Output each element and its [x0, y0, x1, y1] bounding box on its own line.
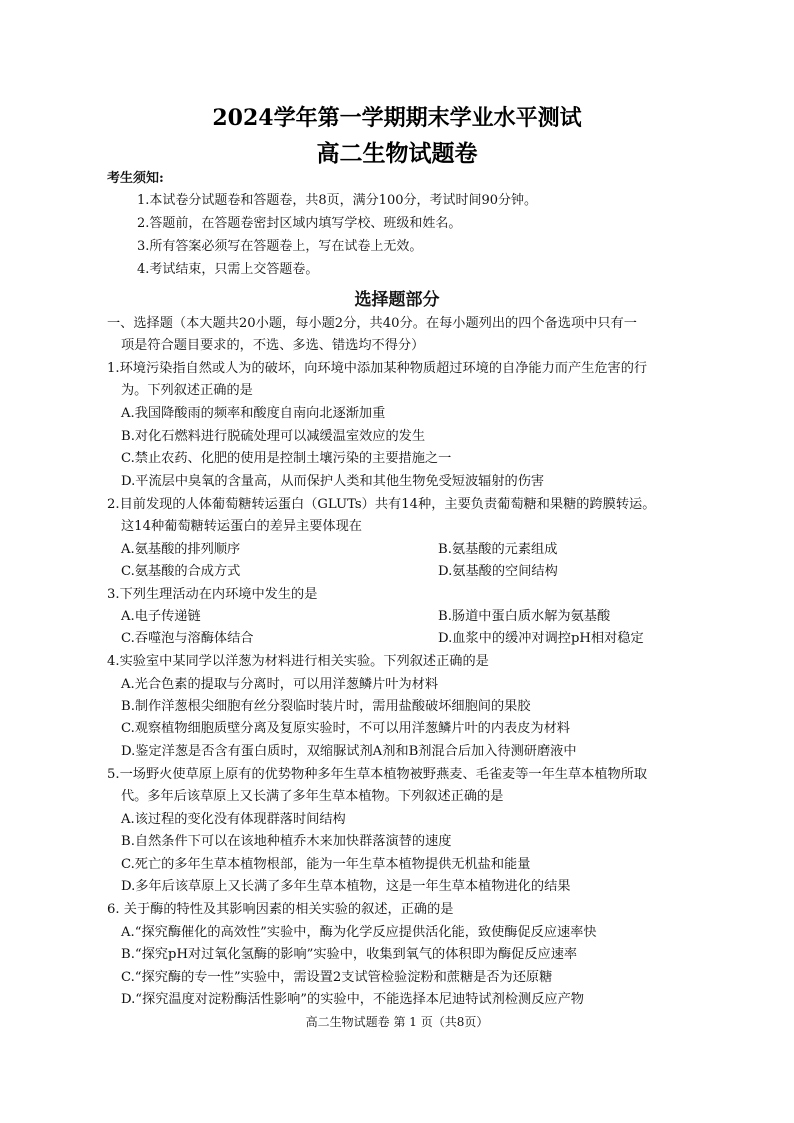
question-2-stem-cont: 这14种葡萄糖转运蛋白的差异主要体现在: [121, 519, 362, 534]
question-5-stem: 5.一场野火使草原上原有的优势物种多年生草本植物被野燕麦、毛雀麦等一年生草本植物所取: [107, 767, 648, 782]
question-4-option-a: A.光合色素的提取与分离时，可以用洋葱鳞片叶为材料: [121, 677, 439, 692]
question-2-option-c: C.氨基酸的合成方式: [121, 564, 241, 579]
notice-item: 3.所有答案必须写在答题卷上，写在试卷上无效。: [137, 239, 423, 254]
question-4-option-b: B.制作洋葱根尖细胞有丝分裂临时装片时，需用盐酸破坏细胞间的果胶: [121, 699, 531, 714]
question-4-stem: 4.实验室中某同学以洋葱为材料进行相关实验。下列叙述正确的是: [107, 654, 489, 669]
question-6-stem: 6. 关于酶的特性及其影响因素的相关实验的叙述，正确的是: [107, 902, 454, 917]
question-6-option-b: B.“探究pH对过氧化氢酶的影响”实验中，收集到氧气的体积即为酶促反应速率: [121, 947, 578, 962]
question-1-stem-cont: 为。下列叙述正确的是: [121, 383, 253, 398]
part-instructions-cont: 项是符合题目要求的，不选、多选、错选均不得分）: [121, 338, 425, 353]
question-3-option-d: D.血浆中的缓冲对调控pH相对稳定: [438, 631, 644, 646]
question-2-option-b: B.氨基酸的元素组成: [438, 542, 558, 557]
question-4-option-d: D.鉴定洋葱是否含有蛋白质时，双缩脲试剂A剂和B剂混合后加入待测研磨液中: [121, 744, 577, 759]
question-3-option-a: A.电子传递链: [121, 609, 201, 624]
notice-item: 2.答题前，在答题卷密封区域内填写学校、班级和姓名。: [137, 216, 462, 231]
notice-item: 1.本试卷分试题卷和答题卷，共8页，满分100分，考试时间90分钟。: [137, 193, 538, 208]
part-instructions: 一、选择题（本大题共20小题，每小题2分，共40分。在每小题列出的四个备选项中只有一: [107, 316, 637, 331]
question-2-option-a: A.氨基酸的排列顺序: [121, 542, 241, 557]
exam-subtitle: 高二生物试题卷: [316, 140, 478, 167]
question-4-option-c: C.观察植物细胞质壁分离及复原实验时，不可以用洋葱鳞片叶的内表皮为材料: [121, 721, 570, 736]
question-1-option-d: D.平流层中臭氧的含量高，从而保护人类和其他生物免受短波辐射的伤害: [121, 474, 545, 489]
question-3-option-b: B.肠道中蛋白质水解为氨基酸: [438, 609, 611, 624]
question-2-stem: 2.目前发现的人体葡萄糖转运蛋白（GLUTs）共有14种，主要负责葡萄糖和果糖的跨膜转运。: [107, 497, 656, 512]
exam-title: 2024学年第一学期期末学业水平测试: [212, 105, 582, 131]
question-5-option-d: D.多年后该草原上又长满了多年生草本植物，这是一年生草本植物进化的结果: [121, 879, 571, 894]
notice-item: 4.考试结束，只需上交答题卷。: [137, 262, 319, 277]
question-1-stem: 1.环境污染指自然或人为的破坏，向环境中添加某种物质超过环境的自净能力而产生危害的行: [107, 361, 648, 376]
question-3-stem: 3.下列生理活动在内环境中发生的是: [107, 587, 318, 602]
notice-heading: 考生须知:: [107, 171, 164, 186]
question-1-option-c: C.禁止农药、化肥的使用是控制土壤污染的主要措施之一: [121, 451, 452, 466]
question-5-option-b: B.自然条件下可以在该地种植乔木来加快群落演替的速度: [121, 834, 452, 849]
page-footer: 高二生物试题卷 第 1 页（共8页）: [305, 1015, 489, 1029]
question-5-option-c: C.死亡的多年生草本植物根部，能为一年生草本植物提供无机盐和能量: [121, 857, 531, 872]
question-6-option-a: A.“探究酶催化的高效性”实验中，酶为化学反应提供活化能，致使酶促反应速率快: [121, 925, 597, 940]
question-5-option-a: A.该过程的变化没有体现群落时间结构: [121, 812, 346, 827]
question-5-stem-cont: 代。多年后该草原上又长满了多年生草本植物。下列叙述正确的是: [121, 789, 504, 804]
question-1-option-a: A.我国降酸雨的频率和酸度自南向北逐渐加重: [121, 406, 386, 421]
question-1-option-b: B.对化石燃料进行脱硫处理可以减缓温室效应的发生: [121, 429, 426, 444]
question-6-option-c: C.“探究酶的专一性”实验中，需设置2支试管检验淀粉和蔗糖是否为还原糖: [121, 970, 553, 985]
section-title: 选择题部分: [354, 290, 440, 310]
question-6-option-d: D.“探究温度对淀粉酶活性影响”的实验中，不能选择本尼迪特试剂检测反应产物: [121, 992, 584, 1007]
question-3-option-c: C.吞噬泡与溶酶体结合: [121, 631, 254, 646]
question-2-option-d: D.氨基酸的空间结构: [438, 564, 558, 579]
